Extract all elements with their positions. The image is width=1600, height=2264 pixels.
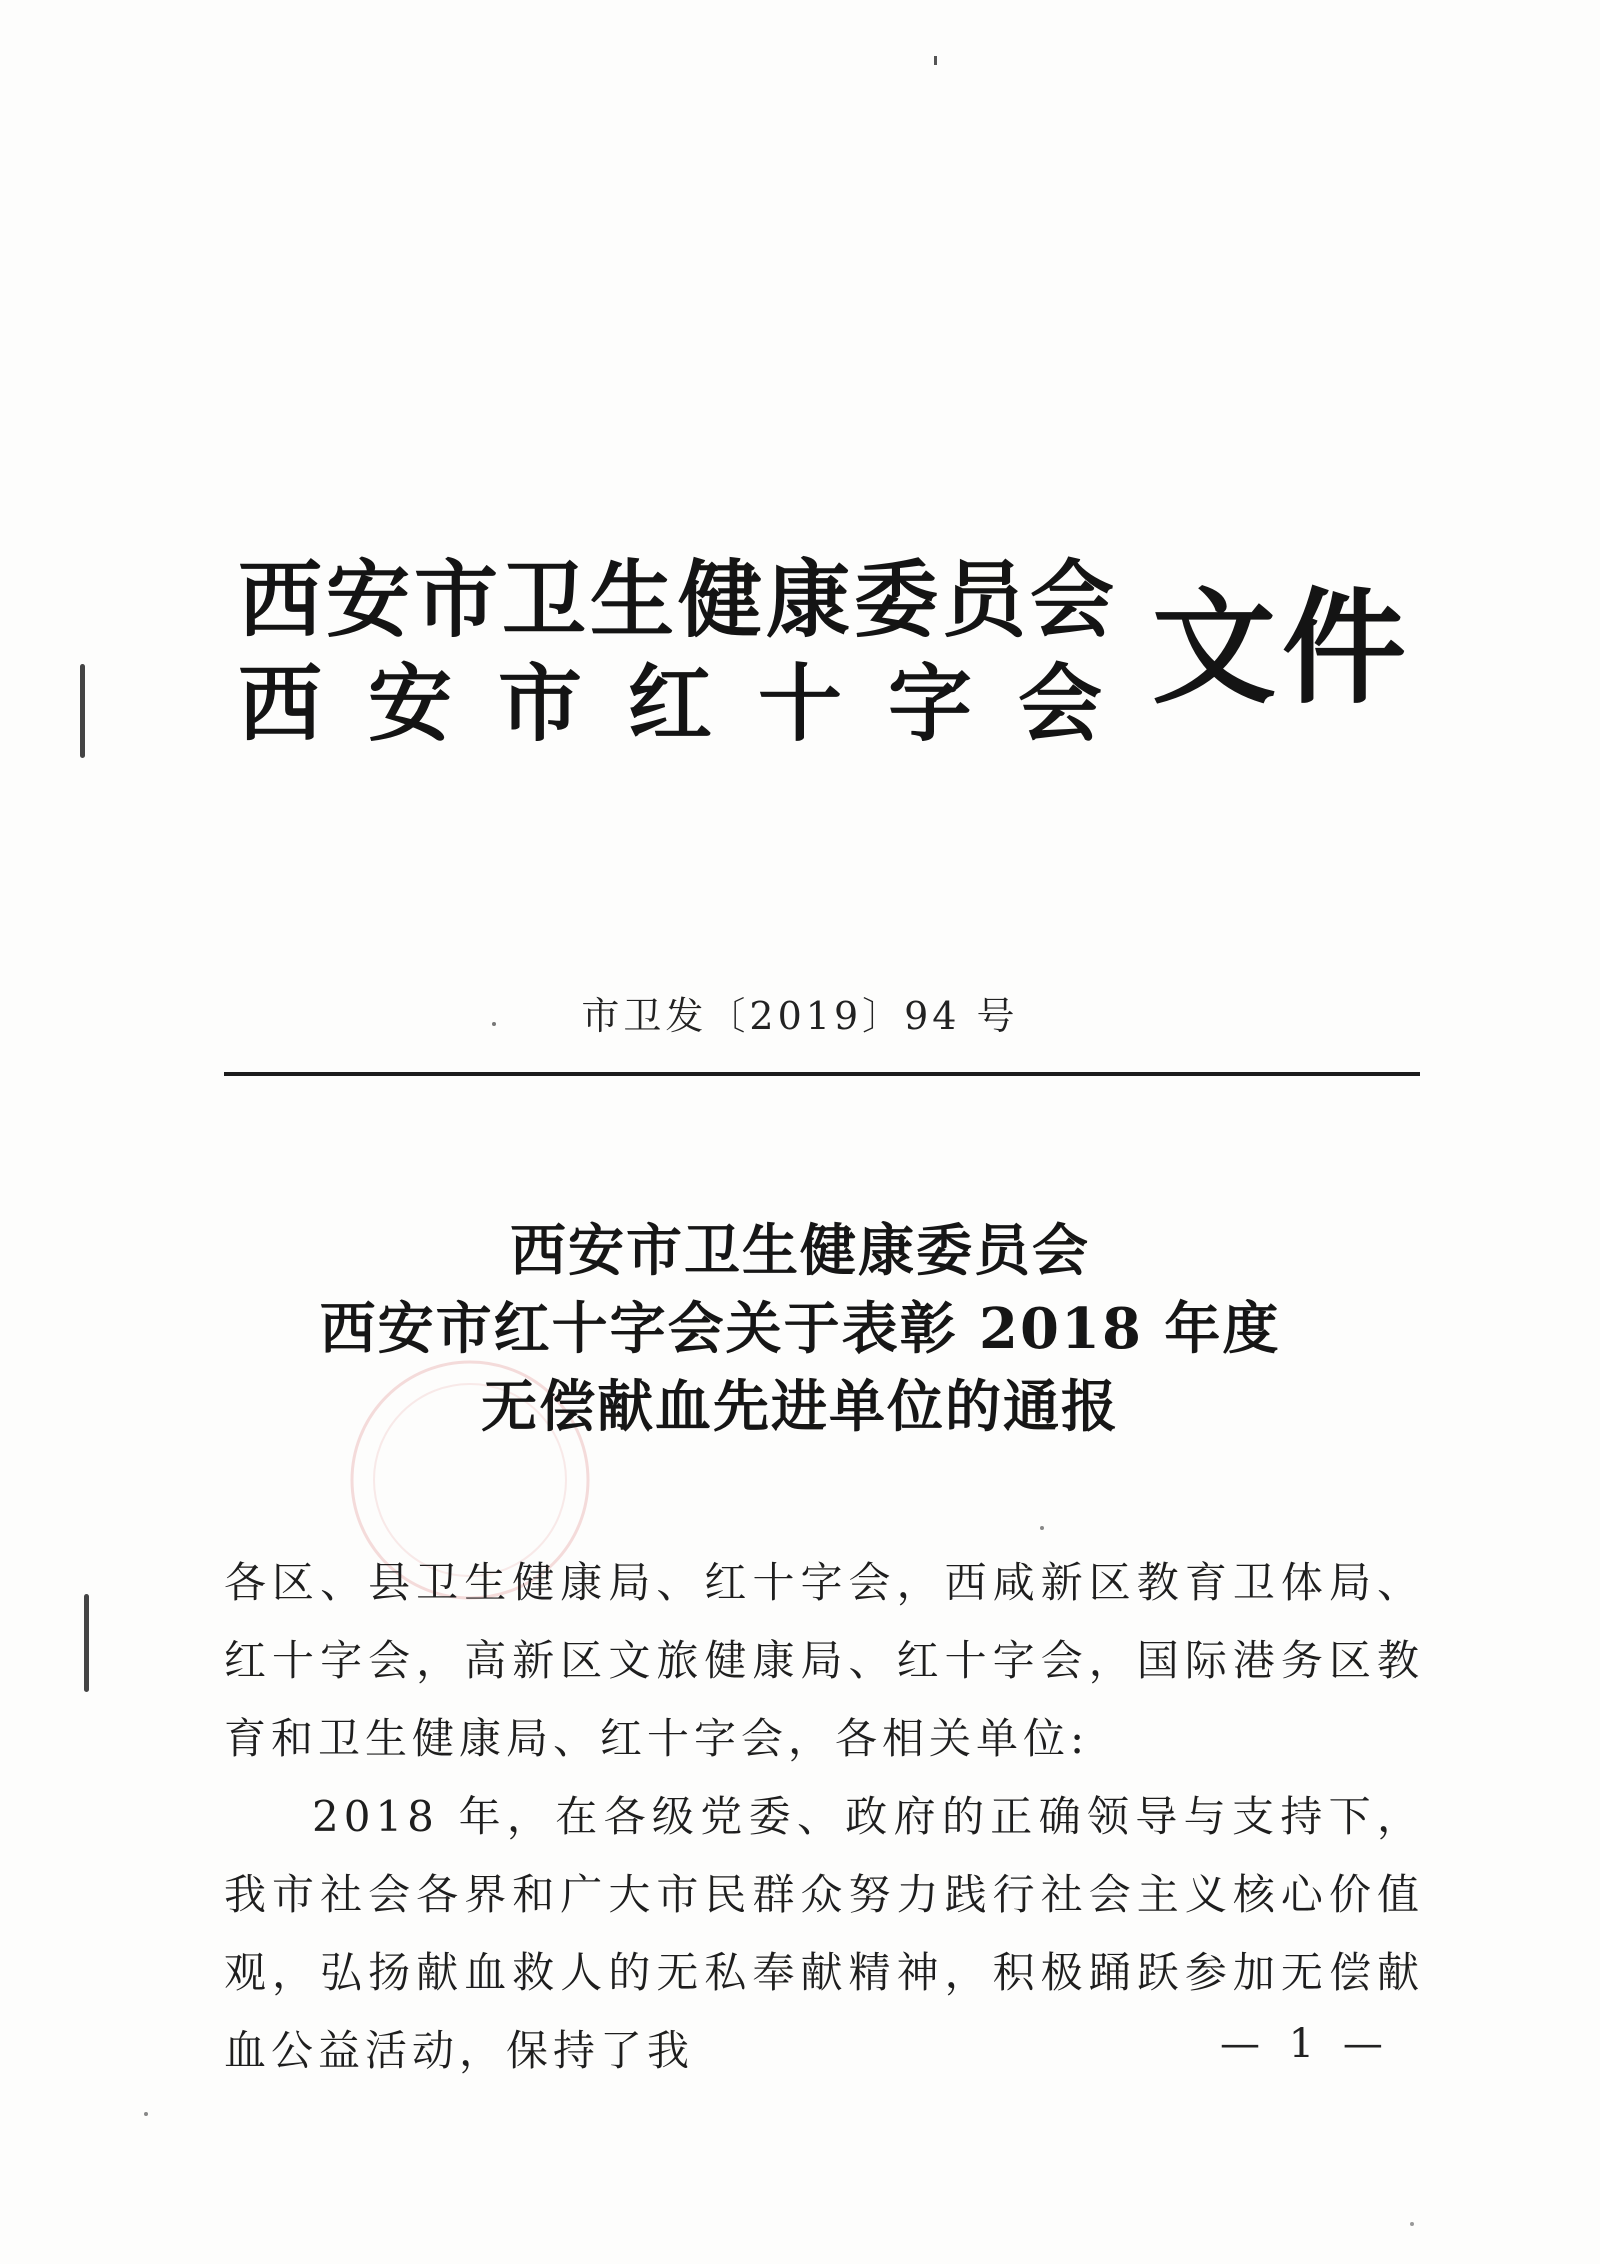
binding-mark-bottom [84, 1594, 89, 1692]
body-paragraph: 2018 年，在各级党委、政府的正确领导与支持下，我市社会各界和广大市民群众努力践行社会主义核心价值观，弘扬献血救人的无私奉献精神，积极踊跃参加无偿献血公益活动，保持了我 [224, 1792, 1424, 2075]
notice-body [224, 1544, 1424, 2090]
issuer-line-red-cross: 西安市红十字会 [238, 655, 1149, 753]
document-label: 文件 [1152, 577, 1413, 721]
binding-mark-top [80, 664, 85, 758]
header-divider [224, 1072, 1420, 1076]
page-number: — 1 — [1220, 2021, 1391, 2067]
salutation: 各区、县卫生健康局、红十字会，西咸新区教育卫体局、红十字会，高新区文旅健康局、红十字会，国际港务区教育和卫生健康局、红十字会，各相关单位: [224, 1558, 1424, 1763]
title-line-1: 西安市卫生健康委员会 [510, 1218, 1090, 1284]
title-line-3: 无偿献血先进单位的通报 [481, 1374, 1119, 1440]
title-line-2: 西安市红十字会关于表彰 2018 年度 [319, 1296, 1281, 1362]
document-number: 市卫发〔2019〕94 号 [581, 994, 1019, 1038]
issuer-line-health-commission: 西安市卫生健康委员会 [238, 551, 1119, 649]
issuer-block [238, 548, 1149, 756]
notice-title [0, 1212, 1600, 1446]
